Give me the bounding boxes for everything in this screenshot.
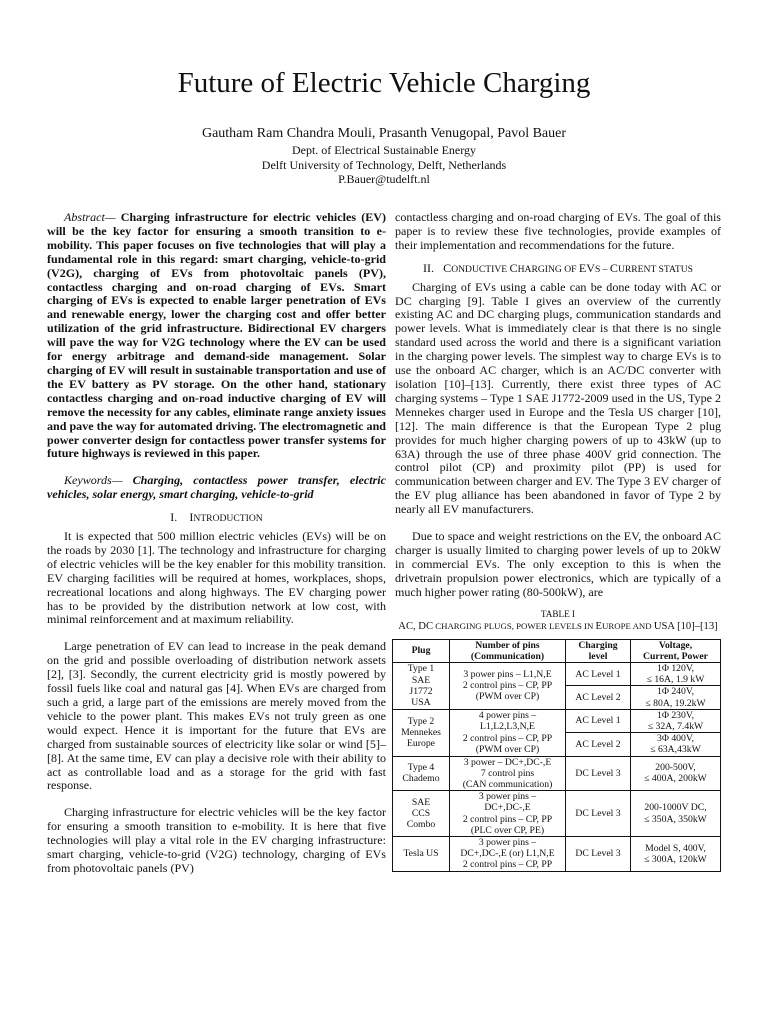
affiliation-email[interactable]: P.Bauer@tudelft.nl [338, 172, 430, 186]
header-vcp: Voltage, Current, Power [631, 639, 721, 662]
voltage-current-power-cell: 200-500V, ≤ 400A, 200kW [631, 756, 721, 791]
table-row [393, 756, 721, 791]
voltage-current-power-cell: 1Φ 240V, ≤ 80A, 19.2kW [631, 686, 721, 709]
pins-cell: 3 power pins – DC+,DC-,E 2 control pins – CP, PP (PLC over CP, PE) [450, 791, 566, 837]
plug-cell: SAE CCS Combo [393, 791, 450, 837]
charging-level-cell: DC Level 3 [566, 837, 631, 872]
voltage-current-power-cell: 1Φ 230V, ≤ 32A, 7.4kW [631, 709, 721, 732]
table-header-row [393, 639, 721, 662]
charging-plugs-table [392, 639, 721, 872]
abstract [47, 211, 386, 461]
intro-paragraph-3: Charging infrastructure for electric vehicles will be the key factor for ensuring a smooth transition to e-mobility. It is here that five technologies will play a vital role in the EV charging infrastructure: smart charging, vehicle-to-grid (V2G) technology, charging of EVs from photovoltaic panels (PV) [47, 805, 386, 875]
section-heading-introduction: I. INTRODUCTION [170, 510, 263, 525]
table-body [393, 662, 721, 871]
table-caption: AC, DC CHARGING PLUGS, POWER LEVELS IN EUROPE AND USA [10]–[13] [398, 620, 718, 632]
table-row [393, 662, 721, 685]
voltage-current-power-cell: 3Φ 400V, ≤ 63A,43kW [631, 733, 721, 756]
header-pins: Number of pins (Communication) [450, 639, 566, 662]
affiliation-dept: Dept. of Electrical Sustainable Energy [291, 143, 477, 157]
plug-cell: Type 4 Chademo [393, 756, 450, 791]
keywords-text: Charging, contactless power transfer, electric vehicles, solar energy, smart charging, vehicle-to-grid [47, 473, 386, 502]
affiliation-university: Delft University of Technology, Delft, Netherlands [261, 157, 507, 172]
plug-cell: Tesla US [393, 837, 450, 872]
section-heading-conductive-charging: II. CONDUCTIVE CHARGING OF EVS – CURRENT STATUS [423, 260, 693, 275]
section2-paragraph-1: Charging of EVs using a cable can be done today with AC or DC charging [9]. Table I gives an overview of the currently existing AC and DC charging plugs, communication standards and power levels. What is immediately clear is that there is no single standard used across the world and there is a significant variation in the charging power levels. The simplest way to charge EVs is to use the onboard AC charger, which is an AC/DC converter with isolation [10]–[13]. Currently, there exist three types of AC charging systems – Type 1 SAE J1772-2009 used in the US, Type 2 Mennekes charger used in Europe and the Tesla US charger [10], [12]. The main difference is that the European Type 2 plug provides for much higher charging powers of up to 43kW (up to 63A) through the use of three phase 400V grid connection. The control pilot (CP) and proximity pilot (PP) is used for communication between charger and EV. The Type 3 EV charger of the EV plug alliance has been abandoned in favor of Type 2 by nearly all EV manufacturers. [395, 279, 721, 517]
keywords [47, 474, 386, 502]
intro-paragraph-2: Large penetration of EV can lead to increase in the peak demand on the grid and possible overloading of distribution network assets [2], [3]. Secondly, the current electricity grid is mostly powered by fossil fuels like coal and natural gas [4]. When EVs are charged from such a grid, a large part of the emissions are merely moved from the vehicle to the power plant. This makes EVs not truly green as one would expect. Hence it is important for the future that EVs are charged from sustainable sources of electricity like solar or wind [5]–[8]. At the same time, EV can play a decisive role with their ability to act as controllable load and as a storage for the grid with fast response. [47, 639, 386, 793]
table-number: TABLE I [540, 608, 576, 619]
charging-level-cell: DC Level 3 [566, 791, 631, 837]
section2-paragraph-2: Due to space and weight restrictions on the EV, the onboard AC charger is usually limited to charging power levels of up to 20kW in commercial EVs. The only exception to this is when the drivetrain propulsion power electronics, which are typically of a much higher power rating (80-500kW), are [395, 529, 721, 599]
table-row [393, 837, 721, 872]
charging-level-cell: AC Level 1 [566, 709, 631, 732]
charging-level-cell: AC Level 1 [566, 662, 631, 685]
pins-cell: 3 power pins – L1,N,E 2 control pins – CP, PP (PWM over CP) [450, 662, 566, 709]
header-level: Charging level [566, 639, 631, 662]
voltage-current-power-cell: 1Φ 120V, ≤ 16A, 1.9 kW [631, 662, 721, 685]
intro-continuation: contactless charging and on-road charging of EVs. The goal of this paper is to review these five technologies, provide examples of their implementation and recommendations for the future. [395, 210, 721, 252]
table-row [393, 709, 721, 732]
abstract-text: Charging infrastructure for electric vehicles (EV) will be the key factor for ensuring a smooth transition to e-mobility. This paper focuses on five technologies that will play a fundamental role in this regard: smart charging, vehicle-to-grid (V2G), charging of EVs from photovoltaic panels (PV), contactless charging and on-road charging of EVs. Smart charging of EVs is expected to enable larger penetration of EVs and renewable energy, lower the charging cost and offer better utilization of the grid infrastructure. Bidirectional EV chargers will pave the way for V2G technology where the EV can be used for energy arbitrage and demand-side management. Solar charging of EV will result in sustainable transportation and use of the EV battery as PV storage. On the other hand, stationary contactless charging and on-road inductive charging of EV will remove the necessity for any cables, eliminate range anxiety issues and pave the way for automated driving. The electromagnetic and power converter design for contactless power transfer systems for future highways is reviewed in this paper. [47, 210, 386, 461]
voltage-current-power-cell: 200-1000V DC, ≤ 350A, 350kW [631, 791, 721, 837]
table-row [393, 791, 721, 837]
charging-level-cell: DC Level 3 [566, 756, 631, 791]
affiliation-block [0, 143, 768, 187]
intro-paragraph-1: It is expected that 500 million electric vehicles (EVs) will be on the roads by 2030 [1]. The technology and infrastructure for charging of electric vehicles will be the key enabler for this mobility transition. EV charging facilities will be required at homes, workplaces, shops, recreational locations and along highways. The EV charging power has to be provided by the distribution network at low cost, with minimal reinforcement and at maximum reliability. [47, 529, 386, 627]
left-column [47, 211, 386, 876]
right-column [395, 211, 721, 872]
charging-level-cell: AC Level 2 [566, 686, 631, 709]
pins-cell: 4 power pins – L1,L2,L3,N,E 2 control pins – CP, PP (PWM over CP) [450, 709, 566, 756]
header-plug: Plug [393, 639, 450, 662]
charging-level-cell: AC Level 2 [566, 733, 631, 756]
pins-cell: 3 power pins – DC+,DC-,E (or) L1,N,E 2 control pins – CP, PP [450, 837, 566, 872]
keywords-label: Keywords— [64, 473, 123, 488]
pins-cell: 3 power – DC+,DC-,E 7 control pins (CAN communication) [450, 756, 566, 791]
voltage-current-power-cell: Model S, 400V, ≤ 300A, 120kW [631, 837, 721, 872]
plug-cell: Type 2 Mennekes Europe [393, 709, 450, 756]
abstract-label: Abstract— [64, 210, 116, 224]
plug-cell: Type 1 SAE J1772 USA [393, 662, 450, 709]
paper-title: Future of Electric Vehicle Charging [177, 67, 591, 99]
author-list: Gautham Ram Chandra Mouli, Prasanth Venugopal, Pavol Bauer [201, 126, 567, 141]
